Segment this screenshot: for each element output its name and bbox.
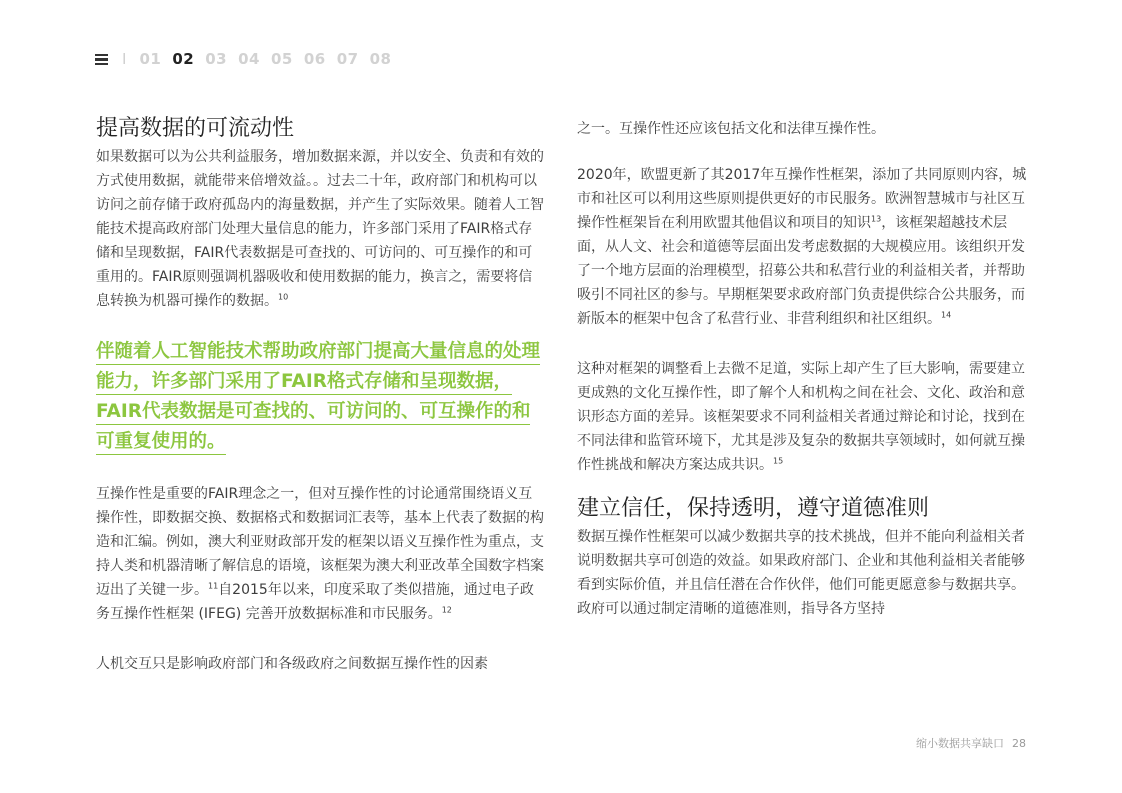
paragraph-text: 这种对框架的调整看上去微不足道，实际上却产生了巨大影响，需要建立更成熟的文化互操作性，即了解个人和机构之间在社会、文化、政治和意识形态方面的差异。该框架要求不同利益相关者通过辩论和讨论，找到在不同法律和监管环境下，尤其是涉及复杂的数据共享领域时，如何就互操作性挑战和解决方案达成共识。: [577, 361, 1025, 473]
nav-separator: I: [122, 50, 127, 68]
section-heading: 建立信任，保持透明，遵守道德准则: [577, 496, 930, 521]
nav-item-06[interactable]: 06: [303, 50, 326, 68]
footnote-ref[interactable]: 14: [941, 310, 952, 320]
nav-item-08[interactable]: 08: [369, 50, 392, 68]
paragraph: [96, 145, 546, 313]
page-footer: [916, 735, 1026, 751]
footnote-ref[interactable]: 15: [773, 456, 784, 466]
paragraph-text: 2020年，欧盟更新了其2017年互操作性框架，添加了共同原则内容，城市和社区可以利用这些原则提供更好的市民服务。欧洲智慧城市与社区互操作性框架旨在利用欧盟其他倡议和项目的知识: [577, 167, 1027, 231]
paragraph: [577, 163, 1027, 331]
footnote-ref[interactable]: 12: [441, 605, 452, 615]
paragraph-text: 自2015年以来，印度采取了类似措施，通过电子政务互操作性框架 (IFEG) 完善开放数据标准和市民服务。: [96, 582, 534, 622]
paragraph-text: 互操作性是重要的FAIR理念之一，但对互操作性的讨论通常围绕语义互操作性，即数据交换、数据格式和数据词汇表等，基本上代表了数据的构造和汇编。例如，澳大利亚财政部开发的框架以语义互操作性为重点，支持人类和机器清晰了解信息的语境，该框架为澳大利亚改革全国数字档案迈出了关键一步。: [96, 486, 544, 598]
nav-item-04[interactable]: 04: [238, 50, 260, 68]
footnote-ref[interactable]: 13: [871, 214, 882, 224]
pull-quote-text: 伴随着人工智能技术帮助政府部门提高大量信息的处理能力，许多部门采用了FAIR格式存储和呈现数据，FAIR代表数据是可查找的、可访问的、可互操作的和可重复使用的。: [96, 341, 540, 455]
menu-icon[interactable]: [95, 54, 108, 65]
right-column: [577, 113, 1027, 621]
section-heading: 提高数据的可流动性: [96, 116, 295, 141]
document-title: 缩小数据共享缺口: [916, 737, 1004, 750]
nav-item-01[interactable]: 01: [139, 50, 162, 68]
nav-item-05[interactable]: 05: [270, 50, 293, 68]
paragraph-text: 如果数据可以为公共利益服务，增加数据来源，并以安全、负责和有效的方式使用数据，就能带来倍增效益。。过去二十年，政府部门和机构可以访问之前存储于政府孤岛内的海量数据，并产生了实际效果。随着人工智能技术提高政府部门处理大量信息的能力，许多部门采用了FAIR格式存储和呈现数据，FAIR代表数据是可查找的、可访问的、可互操作的和可重用的。FAIR原则强调机器吸收和使用数据的能力，换言之，需要将信息转换为机器可操作的数据。: [96, 149, 544, 309]
paragraph: 人机交互只是影响政府部门和各级政府之间数据互操作性的因素: [96, 656, 488, 672]
pull-quote: [96, 337, 546, 457]
paragraph: [96, 482, 546, 626]
footnote-ref[interactable]: 11: [208, 581, 219, 591]
paragraph: [577, 357, 1027, 477]
page-number: 28: [1012, 737, 1026, 750]
paragraph: 之一。互操作性还应该包括文化和法律互操作性。: [577, 121, 885, 137]
left-column: [96, 113, 546, 676]
paragraph-text: ，该框架超越技术层面，从人文、社会和道德等层面出发考虑数据的大规模应用。该组织开发了一个地方层面的治理模型，招募公共和私营行业的利益相关者，并帮助吸引不同社区的参与。早期框架要求政府部门负责提供综合公共服务，而新版本的框架中包含了私营行业、非营利组织和社区组织。: [577, 215, 1025, 327]
paragraph: 数据互操作性框架可以减少数据共享的技术挑战，但并不能向利益相关者说明数据共享可创造的效益。如果政府部门、企业和其他利益相关者能够看到实际价值，并且信任潜在合作伙伴，他们可能更愿意参与数据共享。政府可以通过制定清晰的道德准则，指导各方坚持: [577, 529, 1025, 617]
nav-item-02[interactable]: 02: [172, 50, 195, 68]
nav-item-03[interactable]: 03: [205, 50, 228, 68]
section-nav: [95, 48, 402, 70]
footnote-ref[interactable]: 10: [278, 292, 289, 302]
nav-item-07[interactable]: 07: [336, 50, 359, 68]
